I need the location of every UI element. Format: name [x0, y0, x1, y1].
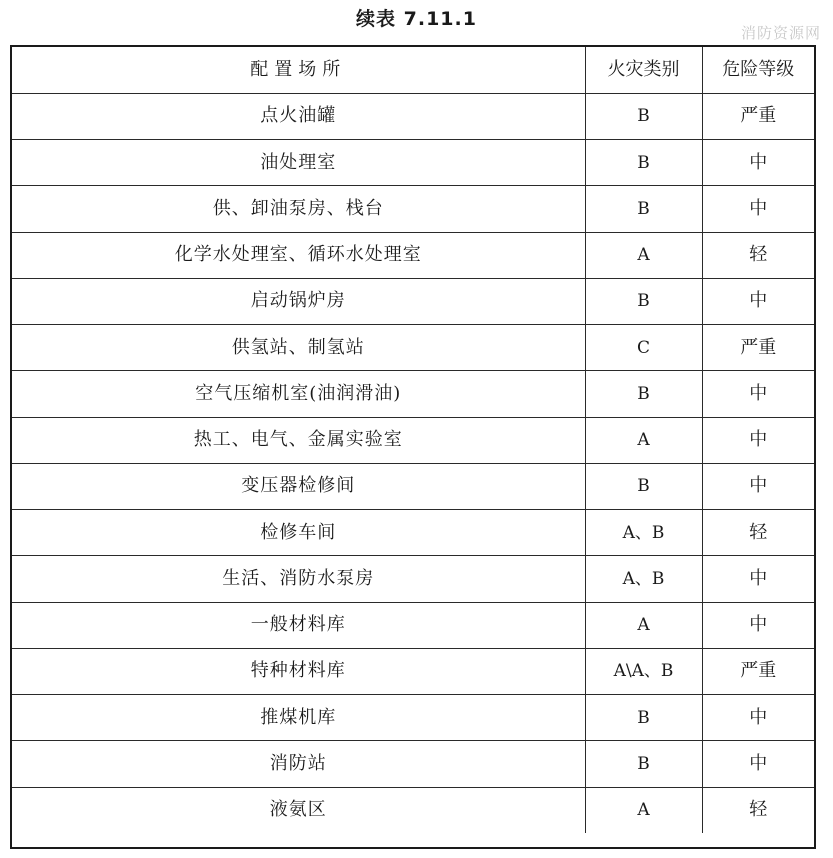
fire-classification-table: [12, 47, 814, 833]
table-row: [12, 787, 814, 833]
cell-location: 供、卸油泵房、栈台: [12, 186, 585, 232]
cell-hazard-level: 中: [702, 741, 814, 787]
cell-hazard-level: 中: [702, 278, 814, 324]
cell-fire-class: B: [585, 186, 702, 232]
cell-fire-class: B: [585, 140, 702, 186]
cell-fire-class: A\A、B: [585, 648, 702, 694]
cell-hazard-level: 中: [702, 556, 814, 602]
cell-location: 化学水处理室、循环水处理室: [12, 232, 585, 278]
table-row: [12, 325, 814, 371]
cell-fire-class: A: [585, 787, 702, 833]
header-fire-class: 火灾类别: [585, 47, 702, 93]
cell-hazard-level: 轻: [702, 232, 814, 278]
cell-location: 液氨区: [12, 787, 585, 833]
cell-location: 热工、电气、金属实验室: [12, 417, 585, 463]
cell-fire-class: A、B: [585, 510, 702, 556]
table-row: [12, 741, 814, 787]
cell-hazard-level: 轻: [702, 510, 814, 556]
table-row: [12, 602, 814, 648]
cell-hazard-level: 中: [702, 186, 814, 232]
cell-location: 检修车间: [12, 510, 585, 556]
cell-hazard-level: 中: [702, 463, 814, 509]
cell-location: 启动锅炉房: [12, 278, 585, 324]
cell-hazard-level: 中: [702, 371, 814, 417]
cell-location: 消防站: [12, 741, 585, 787]
cell-location: 生活、消防水泵房: [12, 556, 585, 602]
watermark: 消防资源网: [740, 24, 821, 42]
cell-fire-class: A: [585, 417, 702, 463]
cell-fire-class: B: [585, 695, 702, 741]
cell-location: 一般材料库: [12, 602, 585, 648]
cell-hazard-level: 轻: [702, 787, 814, 833]
table-row: [12, 371, 814, 417]
header-row: [12, 47, 814, 93]
cell-hazard-level: 中: [702, 602, 814, 648]
cell-fire-class: B: [585, 463, 702, 509]
cell-location: 特种材料库: [12, 648, 585, 694]
header-location: 配置场所: [12, 47, 585, 93]
table-row: [12, 93, 814, 139]
table-row: [12, 278, 814, 324]
cell-location: 空气压缩机室(油润滑油): [12, 371, 585, 417]
cell-location: 供氢站、制氢站: [12, 325, 585, 371]
cell-location: 变压器检修间: [12, 463, 585, 509]
cell-hazard-level: 中: [702, 695, 814, 741]
cell-fire-class: B: [585, 741, 702, 787]
table-row: [12, 556, 814, 602]
cell-location: 油处理室: [12, 140, 585, 186]
cell-location: 推煤机库: [12, 695, 585, 741]
cell-hazard-level: 中: [702, 140, 814, 186]
table-row: [12, 695, 814, 741]
cell-fire-class: B: [585, 93, 702, 139]
cell-hazard-level: 严重: [702, 93, 814, 139]
table-frame: [10, 45, 816, 849]
header-hazard-level: 危险等级: [702, 47, 814, 93]
table-title: 续表 7.11.1: [356, 8, 477, 30]
cell-fire-class: A、B: [585, 556, 702, 602]
table-row: [12, 417, 814, 463]
cell-fire-class: A: [585, 232, 702, 278]
table-row: [12, 510, 814, 556]
cell-fire-class: C: [585, 325, 702, 371]
cell-hazard-level: 中: [702, 417, 814, 463]
cell-fire-class: B: [585, 278, 702, 324]
cell-fire-class: A: [585, 602, 702, 648]
table-row: [12, 186, 814, 232]
cell-location: 点火油罐: [12, 93, 585, 139]
table-row: [12, 463, 814, 509]
cell-hazard-level: 严重: [702, 648, 814, 694]
cell-fire-class: B: [585, 371, 702, 417]
table-row: [12, 232, 814, 278]
table-row: [12, 648, 814, 694]
cell-hazard-level: 严重: [702, 325, 814, 371]
table-row: [12, 140, 814, 186]
